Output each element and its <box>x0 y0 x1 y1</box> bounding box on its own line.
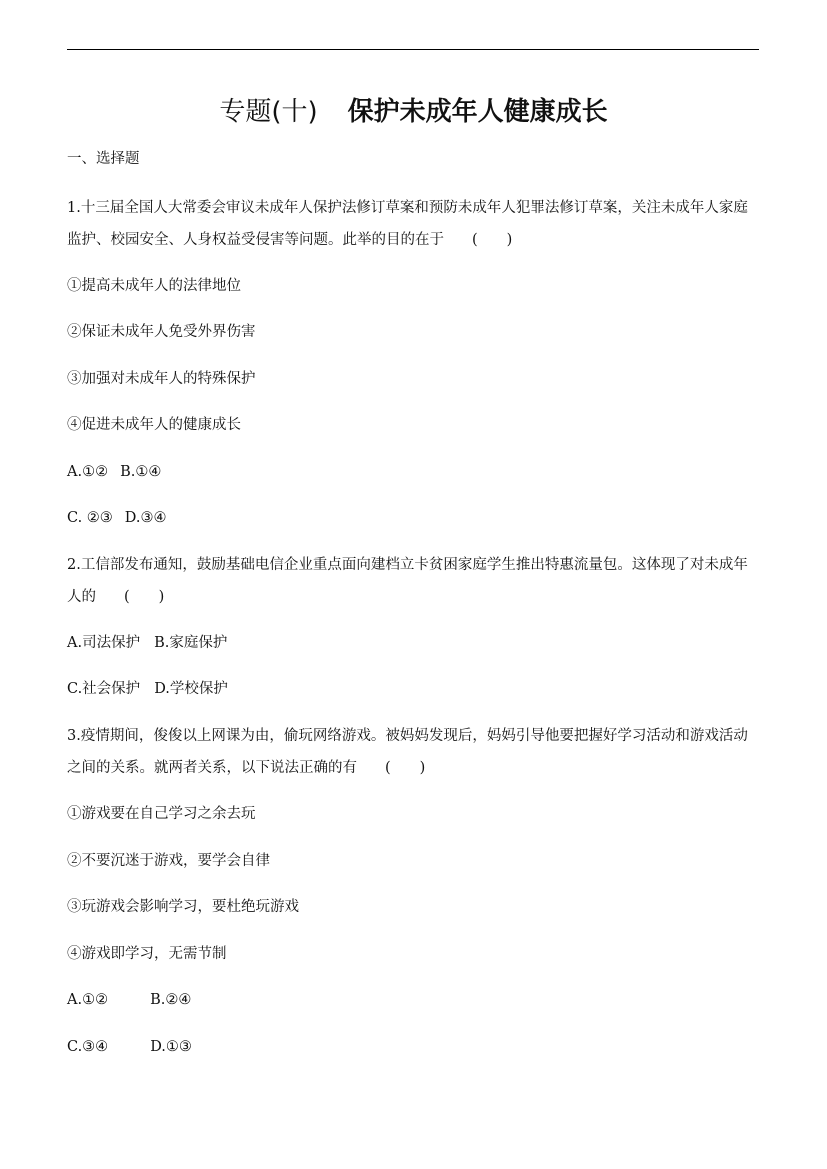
question-1-answer-blank: ( ) <box>472 232 513 248</box>
question-2-option-b: B.家庭保护 <box>154 635 228 651</box>
question-1-statement-3: ③加强对未成年人的特殊保护 <box>67 371 256 387</box>
question-1-stem-text: 监护、校园安全、人身权益受侵害等问题。此举的目的在于 <box>67 232 444 248</box>
question-1-options-row-1 <box>67 461 161 483</box>
question-3-option-d: D.①③ <box>150 1039 192 1055</box>
question-1-option-a: A.①② <box>67 464 109 480</box>
question-3-answer-blank: ( ) <box>385 760 426 776</box>
question-2-answer-blank: ( ) <box>124 589 165 605</box>
question-2-options-row-1 <box>67 632 227 654</box>
question-3-stem-text: 之间的关系。就两者关系，以下说法正确的有 <box>67 760 357 776</box>
question-2-stem-line1: 2.工信部发布通知，鼓励基础电信企业重点面向建档立卡贫困家庭学生推出特惠流量包。这体现了对未成年 <box>67 557 748 573</box>
question-1-statement-2: ②保证未成年人免受外界伤害 <box>67 324 256 340</box>
question-3-options-row-1 <box>67 989 191 1011</box>
question-1-option-b: B.①④ <box>120 464 162 480</box>
title-prefix: 专题(十) <box>219 97 318 127</box>
question-3-statement-4: ④游戏即学习，无需节制 <box>67 946 227 962</box>
question-1-option-c: C. ②③ <box>67 510 113 526</box>
question-1-statement-1: ①提高未成年人的法律地位 <box>67 278 241 294</box>
page-title <box>0 92 827 132</box>
question-1-option-d: D.③④ <box>124 510 167 526</box>
question-2-stem-line2 <box>67 586 164 608</box>
question-2-options-row-2 <box>67 678 228 700</box>
question-2-option-d: D.学校保护 <box>154 681 228 697</box>
question-3-statement-2: ②不要沉迷于游戏，要学会自律 <box>67 853 270 869</box>
question-1-statement-4: ④促进未成年人的健康成长 <box>67 417 241 433</box>
question-3-stem-line1: 3.疫情期间，俊俊以上网课为由，偷玩网络游戏。被妈妈发现后，妈妈引导他要把握好学习活动和游戏活动 <box>67 728 748 744</box>
question-3-option-b: B.②④ <box>150 992 192 1008</box>
question-3-option-c: C.③④ <box>67 1039 109 1055</box>
question-3-statement-1: ①游戏要在自己学习之余去玩 <box>67 806 256 822</box>
question-1-stem-line2 <box>67 229 512 251</box>
question-1-stem-line1: 1.十三届全国人大常委会审议未成年人保护法修订草案和预防未成年人犯罪法修订草案，关注未成年人家庭 <box>67 200 748 216</box>
header-rule <box>67 49 759 50</box>
question-3-stem-line2 <box>67 757 425 779</box>
section-heading: 一、选择题 <box>67 151 140 167</box>
title-main: 保护未成年人健康成长 <box>347 97 608 127</box>
question-1-options-row-2 <box>67 507 167 529</box>
question-3-statement-3: ③玩游戏会影响学习，要杜绝玩游戏 <box>67 899 299 915</box>
question-3-option-a: A.①② <box>67 992 109 1008</box>
question-2-stem-text: 人的 <box>67 589 96 605</box>
question-2-option-c: C.社会保护 <box>67 681 141 697</box>
question-3-options-row-2 <box>67 1036 192 1058</box>
question-2-option-a: A.司法保护 <box>67 635 141 651</box>
